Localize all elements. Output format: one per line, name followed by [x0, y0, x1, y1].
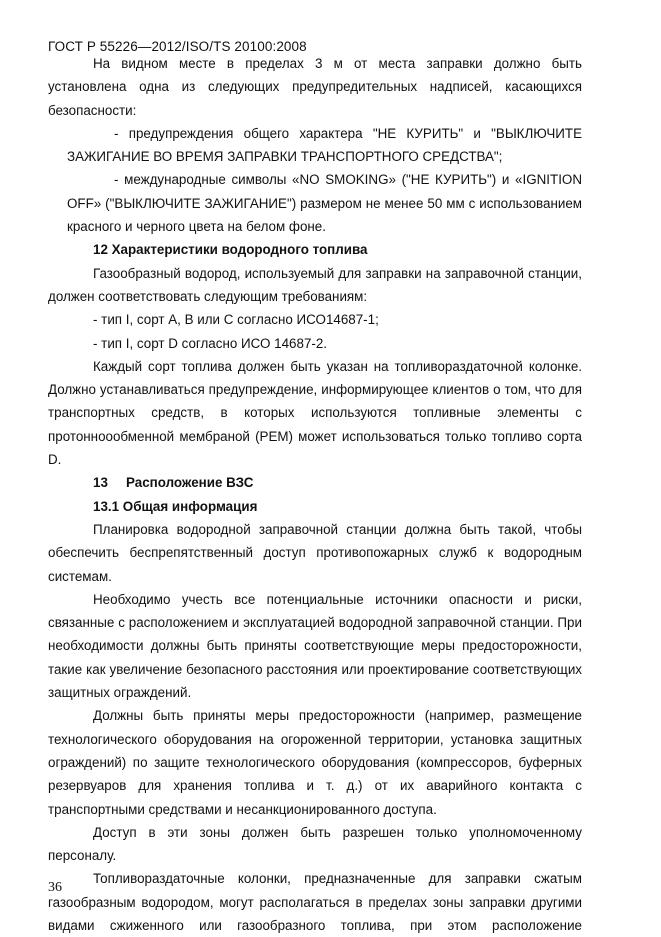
bullet-international-symbols: - международные символы «NO SMOKING» ("НЕ КУРИТЬ") и «IGNITION OFF» ("ВЫКЛЮЧИТЕ ЗАЖИГАНИЕ") размером не менее 50 мм с использованием красного и черного цвета на белом фоне.: [67, 172, 582, 235]
document-header: ГОСТ Р 55226—2012/ISO/TS 20100:2008: [48, 39, 307, 54]
section-number-13: 13: [93, 475, 108, 491]
section-heading-12: 12 Характеристики водородного топлива: [93, 242, 368, 258]
paragraph-hydrogen-requirements: Газообразный водород, используемый для заправки на заправочной станции, должен соответствовать следующим требованиям:: [48, 265, 582, 304]
section-heading-13-1: 13.1 Общая информация: [93, 498, 258, 514]
paragraph-dispensers: Топливораздаточные колонки, предназначенные для заправки сжатым газообразным водородом, могут располагаться в пределах зоны заправки другими видами сжиженного или газообразного топлива, при этом расположение: [48, 871, 582, 933]
section-heading-13: [48, 471, 582, 494]
paragraph-precautions: Должны быть приняты меры предосторожности (например, размещение технологического оборудования на огороженной территории, установка защитных ограждений) по защите технологического оборудования (компрессоров, буферных резервуаров для хранения топлива и т. д.) от их аварийного контакта с транспортными средствами и несанкционированного доступа.: [48, 708, 582, 817]
paragraph-warning-signs: На видном месте в пределах 3 м от места заправки должно быть установлена одна из следующих предупредительных надписей, касающихся безопасности:: [48, 56, 582, 118]
bullet-general-warnings: - предупреждения общего характера "НЕ КУРИТЬ" и "ВЫКЛЮЧИТЕ ЗАЖИГАНИЕ ВО ВРЕМЯ ЗАПРАВКИ ТРАНСПОРТНОГО СРЕДСТВА";: [67, 125, 582, 165]
document-body: [48, 52, 582, 937]
paragraph-authorized-access: Доступ в эти зоны должен быть разрешен только уполномоченному персоналу.: [48, 824, 582, 864]
list-item-type-1-abc: - тип I, сорт A, B или C согласно ИСО14687-1;: [93, 312, 379, 328]
page-number: 36: [48, 880, 62, 895]
section-title-13: Расположение ВЗС: [126, 475, 254, 491]
paragraph-station-layout: Планировка водородной заправочной станции должна быть такой, чтобы обеспечить беспрепятственный доступ противопожарных служб к водородным системам.: [48, 521, 582, 584]
list-item-type-1-d: - тип I, сорт D согласно ИСО 14687-2.: [93, 335, 328, 351]
paragraph-hazard-sources: Необходимо учесть все потенциальные источники опасности и риски, связанные с расположением и эксплуатацией водородной заправочной станции. При необходимости должны быть приняты соответствующие меры предосторожности, такие как увеличение безопасного расстояния или проектирование соответствующих защитных ограждений.: [48, 591, 582, 701]
paragraph-fuel-grade-indication: Каждый сорт топлива должен быть указан на топливораздаточной колонке. Должно устанавливаться предупреждение, информирующее клиентов о том, что для транспортных средств, в которых используются топливные элементы с протонноообменной мембраной (PEM) может использоваться только топливо сорта D.: [48, 358, 582, 468]
